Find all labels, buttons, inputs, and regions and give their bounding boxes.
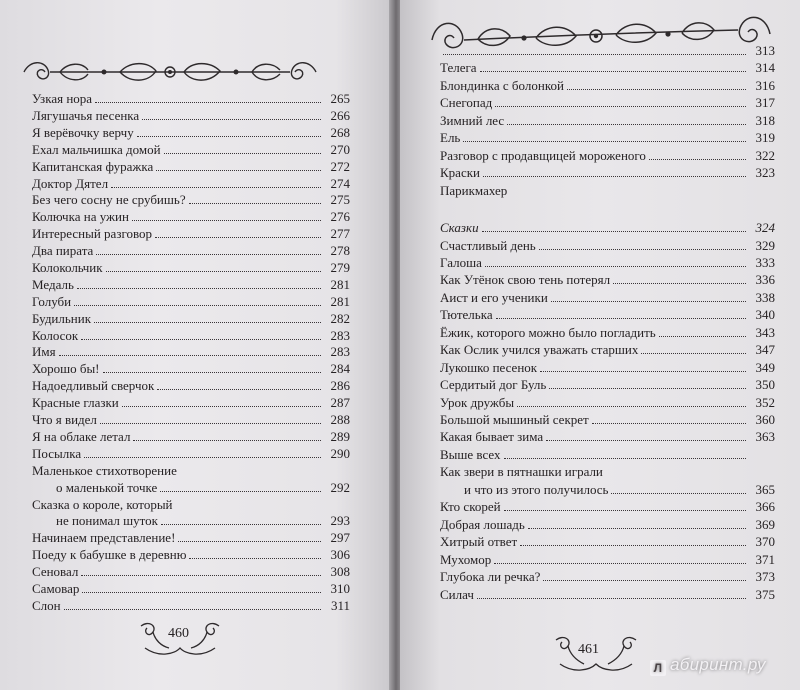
toc-entry bbox=[32, 513, 350, 528]
toc-entry-title: Выше всех bbox=[440, 447, 501, 462]
toc-entry-title: Будильник bbox=[32, 311, 92, 326]
toc-dot-leader bbox=[161, 514, 321, 525]
toc-entry-title: Мухомор bbox=[440, 552, 492, 567]
toc-entry-page: 283 bbox=[330, 344, 350, 359]
toc-entry-title: Краски bbox=[440, 165, 480, 180]
toc-entry bbox=[32, 125, 350, 140]
toc-dot-leader bbox=[106, 261, 321, 272]
toc-entry-title: Урок дружбы bbox=[440, 395, 515, 410]
toc-entry bbox=[440, 429, 775, 444]
toc-entry-title: Слон bbox=[32, 598, 61, 613]
toc-dot-leader bbox=[84, 447, 321, 458]
toc-entry-title: Глубока ли речка? bbox=[440, 569, 541, 584]
toc-dot-leader bbox=[81, 329, 321, 340]
toc-entry bbox=[32, 344, 350, 359]
toc-entry-page: 314 bbox=[755, 60, 775, 75]
toc-dot-leader bbox=[592, 413, 746, 424]
toc-entry bbox=[440, 255, 775, 270]
toc-entry-page: 274 bbox=[330, 176, 350, 191]
toc-dot-leader bbox=[485, 256, 746, 267]
toc-entry bbox=[440, 183, 775, 198]
toc-dot-leader bbox=[520, 535, 746, 546]
toc-entry bbox=[440, 325, 775, 340]
toc-entry-title: Разговор с продавщицей мороженого bbox=[440, 148, 646, 163]
toc-dot-leader bbox=[549, 378, 746, 389]
toc-dot-leader bbox=[483, 166, 746, 177]
toc-dot-leader bbox=[137, 126, 321, 137]
toc-dot-leader bbox=[649, 149, 746, 160]
toc-entry-page: 268 bbox=[330, 125, 350, 140]
toc-entry bbox=[32, 91, 350, 106]
toc-entry-title: Маленькое стихотворение bbox=[32, 463, 177, 478]
toc-entry-page: 366 bbox=[755, 499, 775, 514]
toc-dot-leader bbox=[59, 345, 321, 356]
toc-dot-leader bbox=[496, 308, 746, 319]
toc-entry-title: Хорошо бы! bbox=[32, 361, 100, 376]
toc-entry bbox=[440, 60, 775, 75]
toc-entry-page: 322 bbox=[755, 148, 775, 163]
toc-entry-page: 278 bbox=[330, 243, 350, 258]
toc-entry bbox=[32, 395, 350, 410]
toc-dot-leader bbox=[95, 92, 321, 103]
toc-entry-page: 369 bbox=[755, 517, 775, 532]
toc-entry-page: 317 bbox=[755, 95, 775, 110]
toc-entry-title: Сказка о короле, который bbox=[32, 497, 173, 512]
toc-entry bbox=[440, 342, 775, 357]
toc-dot-leader bbox=[132, 210, 321, 221]
toc-entry-page: 373 bbox=[755, 569, 775, 584]
toc-entry-page: 284 bbox=[330, 361, 350, 376]
toc-dot-leader bbox=[443, 44, 746, 55]
toc-entry bbox=[32, 294, 350, 309]
toc-entry bbox=[440, 290, 775, 305]
toc-entry bbox=[440, 517, 775, 532]
toc-entry bbox=[440, 95, 775, 110]
toc-entry-title: Самовар bbox=[32, 581, 80, 596]
toc-entry-title: Аист и его ученики bbox=[440, 290, 548, 305]
toc-dot-leader bbox=[96, 244, 321, 255]
toc-entry-title: Поеду к бабушке в деревню bbox=[32, 547, 187, 562]
toc-entry bbox=[440, 43, 775, 58]
toc-entry bbox=[32, 412, 350, 427]
toc-entry bbox=[32, 311, 350, 326]
toc-entry-title: Зимний лес bbox=[440, 113, 505, 128]
labirint-logo-icon: Л bbox=[650, 660, 666, 676]
toc-dot-leader bbox=[551, 291, 746, 302]
toc-entry bbox=[32, 108, 350, 123]
toc-entry bbox=[440, 412, 775, 427]
watermark-text: абиринт.ру bbox=[670, 655, 766, 674]
toc-entry-page: 371 bbox=[755, 552, 775, 567]
toc-entry-page: 343 bbox=[755, 325, 775, 340]
toc-entry-title: Добрая лошадь bbox=[440, 517, 525, 532]
toc-entry-page: 324 bbox=[755, 220, 775, 235]
toc-entry bbox=[32, 159, 350, 174]
toc-entry-page: 289 bbox=[330, 429, 350, 444]
toc-entry-title: Блондинка с болонкой bbox=[440, 78, 564, 93]
toc-entry-page: 363 bbox=[755, 429, 775, 444]
toc-entry-page: 270 bbox=[330, 142, 350, 157]
toc-entry-page: 375 bbox=[755, 587, 775, 602]
toc-entry bbox=[440, 552, 775, 567]
toc-entry-title: Какая бывает зима bbox=[440, 429, 544, 444]
toc-dot-leader bbox=[507, 114, 746, 125]
toc-entry bbox=[32, 378, 350, 393]
toc-entry-title: Посылка bbox=[32, 446, 82, 461]
toc-entry bbox=[32, 328, 350, 343]
toc-entry-title: Надоедливый сверчок bbox=[32, 378, 155, 393]
header-ornament-left bbox=[20, 56, 320, 88]
toc-entry-title: Лягушачья песенка bbox=[32, 108, 140, 123]
toc-entry bbox=[440, 360, 775, 375]
toc-dot-leader bbox=[122, 396, 321, 407]
toc-entry-page: 265 bbox=[330, 91, 350, 106]
toc-entry-page: 272 bbox=[330, 159, 350, 174]
toc-entry-title: Медаль bbox=[32, 277, 74, 292]
toc-entry-page: 283 bbox=[330, 328, 350, 343]
toc-dot-leader bbox=[641, 343, 746, 354]
toc-entry-page: 281 bbox=[330, 294, 350, 309]
toc-entry-title: Как звери в пятнашки играли bbox=[440, 464, 603, 479]
toc-entry bbox=[32, 176, 350, 191]
toc-dot-leader bbox=[82, 582, 321, 593]
toc-dot-leader bbox=[155, 227, 321, 238]
toc-dot-leader bbox=[81, 565, 321, 576]
toc-entry-title: Доктор Дятел bbox=[32, 176, 109, 191]
toc-entry bbox=[440, 148, 775, 163]
toc-entry-title: Голуби bbox=[32, 294, 72, 309]
page-number-right: 461 bbox=[578, 642, 599, 657]
toc-dot-leader bbox=[77, 278, 321, 289]
toc-entry-title: Интересный разговор bbox=[32, 226, 153, 241]
toc-entry-page: 277 bbox=[330, 226, 350, 241]
left-page bbox=[0, 0, 395, 690]
toc-dot-leader bbox=[157, 379, 321, 390]
toc-entry-page: 310 bbox=[330, 581, 350, 596]
page-number-left: 460 bbox=[168, 626, 189, 641]
toc-entry-page: 336 bbox=[755, 272, 775, 287]
toc-dot-leader bbox=[567, 79, 746, 90]
toc-dot-leader bbox=[613, 273, 746, 284]
toc-dot-leader bbox=[539, 239, 746, 250]
toc-entry-title: о маленькой точке bbox=[56, 480, 158, 495]
toc-entry-title: Красные глазки bbox=[32, 395, 119, 410]
toc-entry-page: 316 bbox=[755, 78, 775, 93]
toc-entry-title: Ёжик, которого можно было погладить bbox=[440, 325, 656, 340]
toc-entry bbox=[440, 482, 775, 497]
toc-entry bbox=[440, 272, 775, 287]
toc-entry-page: 365 bbox=[755, 482, 775, 497]
toc-entry-page: 281 bbox=[330, 277, 350, 292]
toc-entry bbox=[32, 142, 350, 157]
toc-entry-title: Колокольчик bbox=[32, 260, 103, 275]
site-watermark bbox=[650, 655, 766, 676]
toc-entry-title: Колючка на ужин bbox=[32, 209, 129, 224]
toc-dot-leader bbox=[482, 221, 746, 232]
toc-entry bbox=[32, 260, 350, 275]
toc-entry-page: 290 bbox=[330, 446, 350, 461]
toc-entry-page: 329 bbox=[755, 238, 775, 253]
toc-dot-leader bbox=[495, 96, 746, 107]
toc-entry-title: Большой мышиный секрет bbox=[440, 412, 589, 427]
toc-entry bbox=[32, 446, 350, 461]
toc-dot-leader bbox=[94, 312, 321, 323]
toc-entry-title: Имя bbox=[32, 344, 56, 359]
toc-dot-leader bbox=[504, 448, 746, 459]
toc-dot-leader bbox=[659, 326, 746, 337]
toc-entry bbox=[440, 395, 775, 410]
toc-dot-leader bbox=[477, 588, 746, 599]
toc-dot-leader bbox=[480, 61, 746, 72]
toc-entry bbox=[440, 165, 775, 180]
toc-entry-page: 352 bbox=[755, 395, 775, 410]
toc-entry-page: 287 bbox=[330, 395, 350, 410]
toc-entry-title: не понимал шуток bbox=[56, 513, 158, 528]
toc-dot-leader bbox=[74, 295, 321, 306]
toc-dot-leader bbox=[528, 518, 746, 529]
toc-entry bbox=[32, 598, 350, 613]
toc-entry bbox=[32, 429, 350, 444]
toc-entry bbox=[32, 497, 350, 512]
toc-entry-page: 286 bbox=[330, 378, 350, 393]
toc-dot-leader bbox=[546, 430, 746, 441]
toc-entry bbox=[440, 447, 775, 462]
toc-entry-page: 308 bbox=[330, 564, 350, 579]
toc-entry-title: Я на облаке летал bbox=[32, 429, 131, 444]
toc-entry bbox=[440, 377, 775, 392]
toc-entry-title: Тютелька bbox=[440, 307, 493, 322]
toc-entry-title: Как Утёнок свою тень потерял bbox=[440, 272, 611, 287]
toc-entry-page: 333 bbox=[755, 255, 775, 270]
toc-entry bbox=[440, 464, 775, 479]
toc-entry-title: Как Ослик учился уважать старших bbox=[440, 342, 639, 357]
toc-dot-leader bbox=[133, 430, 321, 441]
toc-entry bbox=[32, 530, 350, 545]
toc-entry bbox=[32, 192, 350, 207]
toc-entry bbox=[440, 78, 775, 93]
toc-entry-title: Узкая нора bbox=[32, 91, 93, 106]
toc-entry-page: 266 bbox=[330, 108, 350, 123]
toc-dot-leader bbox=[142, 109, 321, 120]
toc-entry-page: 350 bbox=[755, 377, 775, 392]
toc-entry-title: Колосок bbox=[32, 328, 79, 343]
toc-entry-page: 306 bbox=[330, 547, 350, 562]
toc-entry-title: Лукошко песенок bbox=[440, 360, 538, 375]
toc-entry-page: 319 bbox=[755, 130, 775, 145]
toc-entry-title: Сердитый дог Буль bbox=[440, 377, 547, 392]
toc-entry bbox=[32, 226, 350, 241]
toc-entry-title: Хитрый ответ bbox=[440, 534, 518, 549]
toc-entry bbox=[440, 220, 775, 235]
toc-dot-leader bbox=[64, 599, 321, 610]
toc-entry-page: 276 bbox=[330, 209, 350, 224]
toc-entry-page: 311 bbox=[330, 598, 350, 613]
toc-entry-page: 340 bbox=[755, 307, 775, 322]
toc-dot-leader bbox=[540, 361, 746, 372]
toc-dot-leader bbox=[160, 481, 321, 492]
toc-entry-title: Кто скорей bbox=[440, 499, 501, 514]
toc-dot-leader bbox=[164, 143, 321, 154]
toc-entry-page: 279 bbox=[330, 260, 350, 275]
toc-entry-page: 318 bbox=[755, 113, 775, 128]
toc-entry bbox=[440, 238, 775, 253]
toc-entry-page: 360 bbox=[755, 412, 775, 427]
toc-entry-title: Я верёвочку верчу bbox=[32, 125, 134, 140]
toc-entry bbox=[440, 130, 775, 145]
toc-dot-leader bbox=[100, 413, 321, 424]
right-page bbox=[400, 0, 800, 690]
toc-entry-page: 288 bbox=[330, 412, 350, 427]
toc-entry-title: Телега bbox=[440, 60, 477, 75]
toc-entry bbox=[440, 113, 775, 128]
toc-entry bbox=[32, 209, 350, 224]
toc-entry bbox=[32, 547, 350, 562]
toc-dot-leader bbox=[517, 396, 746, 407]
toc-entry-title: Ехал мальчишка домой bbox=[32, 142, 161, 157]
toc-dot-leader bbox=[189, 193, 321, 204]
toc-dot-leader bbox=[611, 483, 746, 494]
toc-entry bbox=[440, 587, 775, 602]
toc-entry bbox=[32, 243, 350, 258]
toc-dot-leader bbox=[543, 570, 746, 581]
toc-entry bbox=[440, 499, 775, 514]
toc-entry-title: Сеновал bbox=[32, 564, 79, 579]
toc-dot-leader bbox=[111, 177, 321, 188]
toc-entry bbox=[32, 564, 350, 579]
toc-entry-title: Счастливый день bbox=[440, 238, 536, 253]
toc-entry-page: 293 bbox=[330, 513, 350, 528]
toc-entry-title: Что я видел bbox=[32, 412, 97, 427]
toc-entry bbox=[32, 463, 350, 478]
toc-entry-page: 323 bbox=[755, 165, 775, 180]
toc-entry-page: 292 bbox=[330, 480, 350, 495]
toc-entry-title: Снегопад bbox=[440, 95, 493, 110]
toc-entry-title: Сказки bbox=[440, 220, 479, 235]
toc-entry-title: Без чего сосну не срубишь? bbox=[32, 192, 186, 207]
toc-entry bbox=[440, 569, 775, 584]
toc-dot-leader bbox=[504, 500, 746, 511]
toc-entry-title: Капитанская фуражка bbox=[32, 159, 154, 174]
toc-entry bbox=[440, 307, 775, 322]
toc-entry-title: Начинаем представление! bbox=[32, 530, 176, 545]
toc-entry-title: Галоша bbox=[440, 255, 482, 270]
toc-entry-page: 282 bbox=[330, 311, 350, 326]
toc-entry-title: Силач bbox=[440, 587, 474, 602]
toc-dot-leader bbox=[463, 131, 746, 142]
toc-entry bbox=[32, 277, 350, 292]
toc-entry-page: 349 bbox=[755, 360, 775, 375]
toc-entry bbox=[440, 534, 775, 549]
toc-entry bbox=[32, 361, 350, 376]
toc-entry-title: Ель bbox=[440, 130, 461, 145]
toc-dot-leader bbox=[494, 553, 746, 564]
toc-entry bbox=[32, 581, 350, 596]
toc-entry-page: 313 bbox=[755, 43, 775, 58]
toc-entry bbox=[32, 480, 350, 495]
toc-dot-leader bbox=[178, 531, 321, 542]
toc-entry-title: Два пирата bbox=[32, 243, 94, 258]
toc-entry-title: Парикмахер bbox=[440, 183, 508, 198]
toc-entry-title: и что из этого получилось bbox=[464, 482, 609, 497]
toc-entry-page: 275 bbox=[330, 192, 350, 207]
toc-entry-page: 338 bbox=[755, 290, 775, 305]
toc-dot-leader bbox=[103, 362, 321, 373]
toc-entry-page: 297 bbox=[330, 530, 350, 545]
toc-entry-page: 370 bbox=[755, 534, 775, 549]
toc-entry-page: 347 bbox=[755, 342, 775, 357]
toc-dot-leader bbox=[189, 548, 321, 559]
toc-dot-leader bbox=[156, 160, 321, 171]
